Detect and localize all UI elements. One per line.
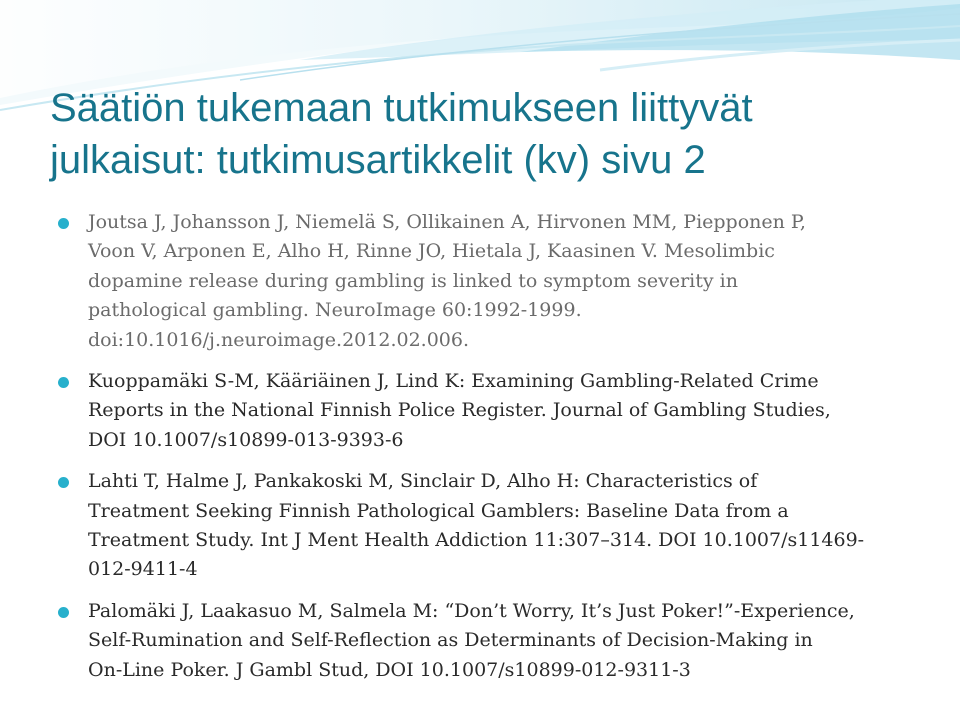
bullet-icon [58, 607, 69, 618]
bullet-icon [58, 477, 69, 488]
page-title [50, 82, 930, 186]
reference-line: Treatment Seeking Finnish Pathological Gamblers: Baseline Data from a [88, 499, 789, 522]
reference-line: Reports in the National Finnish Police Register. Journal of Gambling Studies, [88, 399, 831, 422]
reference-list [58, 208, 908, 697]
title-line-2: julkaisut: tutkimusartikkelit (kv) sivu 2 [50, 138, 706, 182]
reference-line: Voon V, Arponen E, Alho H, Rinne JO, Hietala J, Kaasinen V. Mesolimbic [88, 240, 775, 263]
bullet-icon [58, 218, 69, 229]
reference-item [58, 597, 908, 685]
reference-line: doi:10.1016/j.neuroimage.2012.02.006. [88, 328, 470, 351]
reference-line: dopamine release during gambling is linked to symptom severity in [88, 269, 738, 292]
reference-line: Lahti T, Halme J, Pankakoski M, Sinclair D, Alho H: Characteristics of [88, 470, 758, 493]
title-line-1: Säätiön tukemaan tutkimukseen liittyvät [50, 86, 753, 130]
reference-line: Palomäki J, Laakasuo M, Salmela M: “Don’t Worry, It’s Just Poker!”-Experience, [88, 599, 855, 622]
reference-line: Self-Rumination and Self-Reflection as Determinants of Decision-Making in [88, 629, 813, 652]
reference-item [58, 208, 908, 355]
reference-line: On-Line Poker. J Gambl Stud, DOI 10.1007/s10899-012-9311-3 [88, 658, 691, 681]
reference-item [58, 367, 908, 455]
reference-line: 012-9411-4 [88, 558, 198, 581]
reference-line: DOI 10.1007/s10899-013-9393-6 [88, 428, 404, 451]
reference-line: Joutsa J, Johansson J, Niemelä S, Ollikainen A, Hirvonen MM, Piepponen P, [88, 211, 806, 233]
reference-line: Treatment Study. Int J Ment Health Addiction 11:307–314. DOI 10.1007/s11469- [88, 529, 865, 552]
reference-line: pathological gambling. NeuroImage 60:1992-1999. [88, 299, 582, 322]
reference-item [58, 467, 908, 585]
reference-line: Kuoppamäki S-M, Kääriäinen J, Lind K: Examining Gambling-Related Crime [88, 370, 819, 393]
bullet-icon [58, 377, 69, 388]
